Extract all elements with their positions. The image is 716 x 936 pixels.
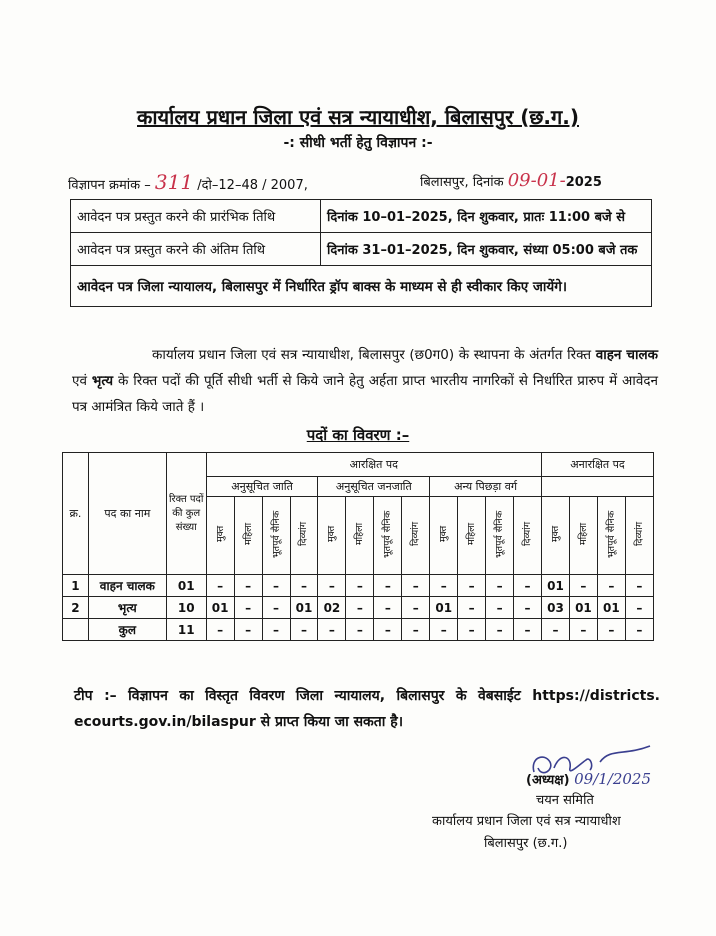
selection-committee: चयन समिति xyxy=(536,793,594,808)
date-handwritten: 09-01- xyxy=(507,170,566,191)
header-subcategory xyxy=(541,497,569,575)
count-cell: 01 xyxy=(290,597,318,619)
header-st: अनुसूचित जनजाति xyxy=(318,477,430,497)
count-cell: – xyxy=(514,619,542,641)
count-cell: – xyxy=(597,575,625,597)
serial-cell: 2 xyxy=(63,597,89,619)
count-cell: 01 xyxy=(569,597,597,619)
header-unreserved-blank xyxy=(541,477,653,497)
serial-cell xyxy=(63,619,89,641)
advertisement-number xyxy=(68,170,308,194)
count-cell: – xyxy=(206,575,234,597)
count-cell: – xyxy=(262,575,290,597)
count-cell: – xyxy=(514,597,542,619)
header-total-vacant: रिक्त पदों की कुल संख्या xyxy=(166,453,206,575)
header-subcategory xyxy=(206,497,234,575)
count-cell: – xyxy=(486,619,514,641)
signature-office: कार्यालय प्रधान जिला एवं सत्र न्यायाधीश xyxy=(432,814,621,829)
header-serial: क्र. xyxy=(63,453,89,575)
posts-table xyxy=(62,452,654,641)
header-subcategory-label: महिला xyxy=(577,522,589,546)
header-subcategory xyxy=(430,497,458,575)
count-cell: – xyxy=(486,597,514,619)
header-subcategory-label: दिव्यांग xyxy=(410,521,422,547)
header-subcategory xyxy=(514,497,542,575)
count-cell: 01 xyxy=(430,597,458,619)
header-subcategory-label: महिला xyxy=(466,522,478,546)
count-cell: – xyxy=(346,597,374,619)
count-cell: – xyxy=(290,619,318,641)
count-cell: – xyxy=(262,619,290,641)
post-name-cell: वाहन चालक xyxy=(88,575,166,597)
count-cell: – xyxy=(402,619,430,641)
header-subcategory-label: भूतपूर्व सैनिक xyxy=(382,510,394,558)
header-subcategory-label: भूतपूर्व सैनिक xyxy=(270,510,282,558)
header-subcategory xyxy=(458,497,486,575)
table-row xyxy=(71,200,652,233)
header-subcategory xyxy=(569,497,597,575)
count-cell: – xyxy=(374,575,402,597)
header-subcategory xyxy=(234,497,262,575)
header-subcategory-label: मुक्त xyxy=(438,525,450,543)
count-cell: – xyxy=(234,575,262,597)
header-subcategory-label: मुक्त xyxy=(214,525,226,543)
count-cell: – xyxy=(458,619,486,641)
table-row xyxy=(71,266,652,307)
count-cell: – xyxy=(458,597,486,619)
header-subcategory-label: महिला xyxy=(354,522,366,546)
post-peon: भृत्य xyxy=(91,373,114,389)
start-date-label: आवेदन पत्र प्रस्तुत करने की प्रारंभिक तिथि xyxy=(71,200,321,233)
paragraph-text: एवं xyxy=(72,373,87,389)
total-cell: 10 xyxy=(166,597,206,619)
place-date xyxy=(420,170,602,191)
count-cell: – xyxy=(346,619,374,641)
page-subtitle: -: सीधी भर्ती हेतु विज्ञापन :- xyxy=(283,135,433,151)
count-cell: – xyxy=(346,575,374,597)
count-cell: – xyxy=(569,619,597,641)
count-cell: – xyxy=(318,619,346,641)
count-cell: – xyxy=(569,575,597,597)
header-subcategory-label: महिला xyxy=(242,522,254,546)
post-name-cell: कुल xyxy=(88,619,166,641)
header-sc: अनुसूचित जाति xyxy=(206,477,318,497)
header-subcategory-label: दिव्यांग xyxy=(522,521,534,547)
header-subcategory-label: दिव्यांग xyxy=(298,521,310,547)
count-cell: 02 xyxy=(318,597,346,619)
count-cell: 01 xyxy=(597,597,625,619)
header-subcategory-label: मुक्त xyxy=(326,525,338,543)
start-date-value: दिनांक 10–01–2025, दिन शुकवार, प्रातः 11:00 बजे से xyxy=(321,200,652,233)
count-cell: – xyxy=(597,619,625,641)
header-subcategory-label: मुक्त xyxy=(549,525,561,543)
count-cell: – xyxy=(458,575,486,597)
table-row xyxy=(63,575,654,597)
count-cell: – xyxy=(402,597,430,619)
date-year: 2025 xyxy=(565,175,602,190)
count-cell: – xyxy=(234,619,262,641)
signature-role xyxy=(526,770,651,788)
count-cell: – xyxy=(402,575,430,597)
signature-date: 09/1/2025 xyxy=(574,770,652,788)
paragraph-text: के रिक्त पदों की पूर्ति सीधी भर्ती से किये जाने हेतु अर्हता प्राप्त भारतीय नागरिकों से निर्धारित प्रारुप में आवेदन पत्र आमंत्रित किये जाते हैं । xyxy=(72,373,658,415)
end-date-label: आवेदन पत्र प्रस्तुत करने की अंतिम तिथि xyxy=(71,233,321,266)
count-cell: 01 xyxy=(206,597,234,619)
count-cell: – xyxy=(234,597,262,619)
header-subcategory xyxy=(374,497,402,575)
ad-number-suffix: /दो–12–48 / 2007, xyxy=(197,178,308,193)
website-note: टीप :– विज्ञापन का विस्तृत विवरण जिला न्यायालय, बिलासपुर के वेबसाईट https://districts. ecourts.gov.in/bilaspur से प्राप्त किया जा सकता है। xyxy=(74,688,660,730)
ad-number-label: विज्ञापन क्रमांक – xyxy=(68,178,151,193)
header-subcategory xyxy=(290,497,318,575)
count-cell: – xyxy=(318,575,346,597)
count-cell: – xyxy=(625,619,653,641)
header-subcategory xyxy=(262,497,290,575)
count-cell: – xyxy=(625,575,653,597)
table-row xyxy=(63,619,654,641)
header-post-name: पद का नाम xyxy=(88,453,166,575)
posts-section-title-text: पदों का विवरण :– xyxy=(306,426,410,444)
count-cell: – xyxy=(625,597,653,619)
count-cell: – xyxy=(290,575,318,597)
table-row xyxy=(71,233,652,266)
count-cell: – xyxy=(514,575,542,597)
posts-section-title xyxy=(0,425,716,445)
total-cell: 01 xyxy=(166,575,206,597)
count-cell: – xyxy=(430,619,458,641)
intro-paragraph xyxy=(72,342,658,420)
application-dates-table xyxy=(70,199,652,307)
header-subcategory xyxy=(625,497,653,575)
post-name-cell: भृत्य xyxy=(88,597,166,619)
header-unreserved: अनारक्षित पद xyxy=(541,453,653,477)
count-cell: – xyxy=(374,597,402,619)
header-subcategory-label: भूतपूर्व सैनिक xyxy=(494,510,506,558)
header-reserved: आरक्षित पद xyxy=(206,453,541,477)
count-cell: 01 xyxy=(541,575,569,597)
header-obc: अन्य पिछड़ा वर्ग xyxy=(430,477,542,497)
post-driver: वाहन चालक xyxy=(595,347,658,363)
header-subcategory xyxy=(486,497,514,575)
end-date-value: दिनांक 31–01–2025, दिन शुकवार, संध्या 05:00 बजे तक xyxy=(321,233,652,266)
table-row xyxy=(63,453,654,477)
count-cell: – xyxy=(374,619,402,641)
chairman-label: (अध्यक्ष) xyxy=(526,773,570,788)
header-subcategory xyxy=(597,497,625,575)
count-cell: – xyxy=(430,575,458,597)
total-cell: 11 xyxy=(166,619,206,641)
header-subcategory xyxy=(346,497,374,575)
table-row xyxy=(63,597,654,619)
header-subcategory xyxy=(318,497,346,575)
count-cell: – xyxy=(541,619,569,641)
page-title: कार्यालय प्रधान जिला एवं सत्र न्यायाधीश, बिलासपुर (छ.ग.) xyxy=(137,105,579,129)
count-cell: – xyxy=(262,597,290,619)
paragraph-text: कार्यालय प्रधान जिला एवं सत्र न्यायाधीश, बिलासपुर (छ0ग0) के स्थापना के अंतर्गत रिक्त xyxy=(152,347,592,363)
count-cell: 03 xyxy=(541,597,569,619)
serial-cell: 1 xyxy=(63,575,89,597)
header-subcategory-label: दिव्यांग xyxy=(633,521,645,547)
count-cell: – xyxy=(486,575,514,597)
ad-number-handwritten: 311 xyxy=(154,170,194,194)
signature-place: बिलासपुर (छ.ग.) xyxy=(484,836,568,851)
header-subcategory xyxy=(402,497,430,575)
dropbox-note: आवेदन पत्र जिला न्यायालय, बिलासपुर में निर्धारित ड्रॉप बाक्स के माध्यम से ही स्वीकार किए जायेंगे। xyxy=(71,266,652,307)
count-cell: – xyxy=(206,619,234,641)
header-subcategory-label: भूतपूर्व सैनिक xyxy=(605,510,617,558)
place-date-label: बिलासपुर, दिनांक xyxy=(420,175,504,190)
